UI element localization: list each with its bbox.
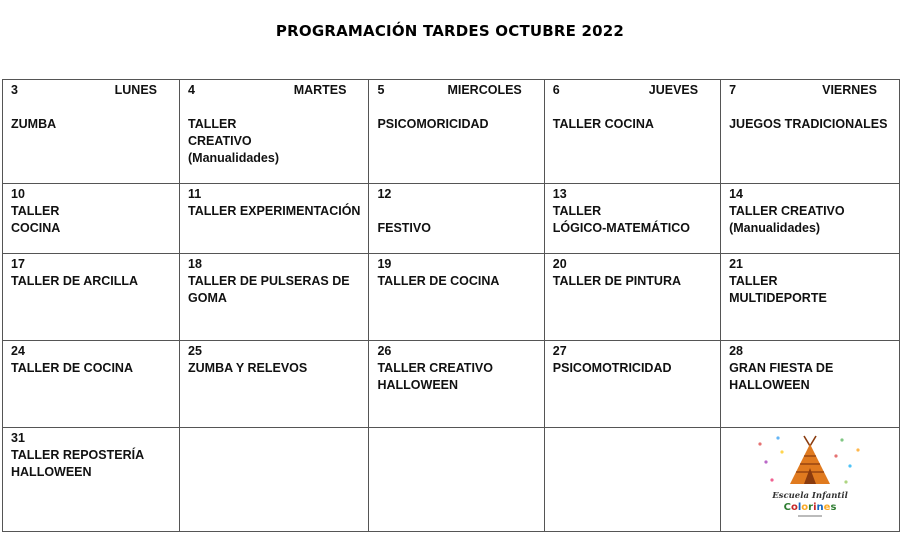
activity-text: TALLER REPOSTERÍA <box>11 448 145 462</box>
day-number: 21 <box>729 257 744 271</box>
page-title: PROGRAMACIÓN TARDES OCTUBRE 2022 <box>275 22 625 40</box>
activity-text: PSICOMORICIDAD <box>377 117 489 131</box>
calendar-week-row <box>3 184 900 254</box>
confetti-dot <box>764 460 767 463</box>
weekday-label: MIERCOLES <box>447 83 522 97</box>
calendar-day-cell <box>369 254 544 341</box>
activity-text: FESTIVO <box>377 221 431 235</box>
activity-text: TALLER <box>552 204 602 218</box>
day-number: 28 <box>729 344 744 358</box>
activity-text: TALLER CREATIVO <box>729 204 845 218</box>
calendar-day-cell <box>369 428 544 532</box>
weekday-label: LUNES <box>114 83 157 97</box>
activity-text: TALLER COCINA <box>552 117 654 131</box>
activity-text: JUEGOS TRADICIONALES <box>729 117 888 131</box>
activity-text: TALLER <box>11 204 60 218</box>
activity-text: (Manualidades) <box>188 151 279 165</box>
calendar-day-cell <box>544 341 720 428</box>
calendar-day-cell <box>544 80 720 184</box>
activity-text: GRAN FIESTA DE <box>729 361 834 375</box>
calendar-week-row <box>3 428 900 532</box>
confetti-dot <box>770 478 773 481</box>
day-number: 12 <box>377 187 392 201</box>
calendar-grid <box>2 79 900 532</box>
day-number: 18 <box>188 257 202 271</box>
confetti-dot <box>848 464 851 467</box>
logo-text-line2: Colorines <box>783 502 837 513</box>
calendar-day-cell <box>3 184 180 254</box>
calendar-day-cell <box>3 254 180 341</box>
calendar-day-cell <box>180 254 369 341</box>
activity-text: TALLER DE PULSERAS DE <box>188 274 350 288</box>
school-logo <box>729 430 891 531</box>
tent-logo-icon <box>730 430 890 526</box>
activity-text: TALLER <box>729 274 778 288</box>
day-number: 3 <box>11 83 18 97</box>
confetti-dot <box>780 450 783 453</box>
calendar-day-cell <box>369 80 544 184</box>
calendar-day-cell <box>721 254 900 341</box>
calendar-day-cell <box>369 341 544 428</box>
confetti-dot <box>840 438 843 441</box>
activity-text <box>377 203 535 220</box>
calendar-day-cell <box>180 341 369 428</box>
day-number: 24 <box>11 344 25 358</box>
day-number: 31 <box>11 431 25 445</box>
day-number: 10 <box>11 187 25 201</box>
confetti-dot <box>856 448 859 451</box>
activity-text: HALLOWEEN <box>377 378 459 392</box>
calendar-week-row <box>3 80 900 184</box>
calendar-day-cell <box>544 428 720 532</box>
calendar-day-cell <box>3 428 180 532</box>
activity-text: HALLOWEEN <box>11 465 92 479</box>
activity-text: TALLER EXPERIMENTACIÓN <box>188 204 361 218</box>
activity-text: TALLER DE ARCILLA <box>11 274 139 288</box>
day-number: 13 <box>552 187 567 201</box>
activity-text: TALLER <box>188 117 237 131</box>
calendar-day-cell <box>180 80 369 184</box>
calendar-day-cell <box>721 428 900 532</box>
activity-text: TALLER CREATIVO <box>377 361 493 375</box>
activity-text: GOMA <box>188 291 227 305</box>
confetti-dot <box>834 454 837 457</box>
weekday-label: VIERNES <box>822 83 877 97</box>
activity-text: HALLOWEEN <box>729 378 810 392</box>
logo-text-line1: Escuela Infantil <box>772 491 848 501</box>
confetti-dot <box>776 436 779 439</box>
day-number: 20 <box>552 257 567 271</box>
activity-text: MULTIDEPORTE <box>729 291 827 305</box>
calendar-week-row <box>3 341 900 428</box>
activity-text: TALLER DE PINTURA <box>552 274 682 288</box>
calendar-day-cell <box>721 184 900 254</box>
day-number: 26 <box>377 344 392 358</box>
activity-text: COCINA <box>11 221 61 235</box>
calendar-day-cell <box>180 428 369 532</box>
activity-text: LÓGICO-MATEMÁTICO <box>552 221 691 235</box>
calendar-day-cell <box>369 184 544 254</box>
calendar-day-cell <box>544 254 720 341</box>
day-number: 14 <box>729 187 744 201</box>
activity-text: PSICOMOTRICIDAD <box>552 361 672 375</box>
calendar-day-cell <box>180 184 369 254</box>
calendar-day-cell <box>3 341 180 428</box>
day-number: 5 <box>377 83 385 97</box>
day-number: 17 <box>11 257 25 271</box>
activity-text: (Manualidades) <box>729 221 821 235</box>
calendar-day-cell <box>721 80 900 184</box>
calendar-day-cell <box>3 80 180 184</box>
day-number: 19 <box>377 257 392 271</box>
day-number: 6 <box>552 83 560 97</box>
activity-text: CREATIVO <box>188 134 252 148</box>
calendar-day-cell <box>721 341 900 428</box>
calendar-day-cell <box>544 184 720 254</box>
day-number: 7 <box>729 83 737 97</box>
confetti-dot <box>844 480 847 483</box>
activity-text: TALLER DE COCINA <box>377 274 500 288</box>
activity-text: ZUMBA <box>11 117 57 131</box>
day-number: 4 <box>188 83 195 97</box>
activity-text: ZUMBA Y RELEVOS <box>188 361 308 375</box>
activity-text: TALLER DE COCINA <box>11 361 133 375</box>
weekday-label: JUEVES <box>648 83 699 97</box>
confetti-dot <box>758 442 761 445</box>
day-number: 27 <box>552 344 567 358</box>
calendar-week-row <box>3 254 900 341</box>
day-number: 11 <box>188 187 202 201</box>
weekday-label: MARTES <box>293 83 347 97</box>
day-number: 25 <box>188 344 202 358</box>
